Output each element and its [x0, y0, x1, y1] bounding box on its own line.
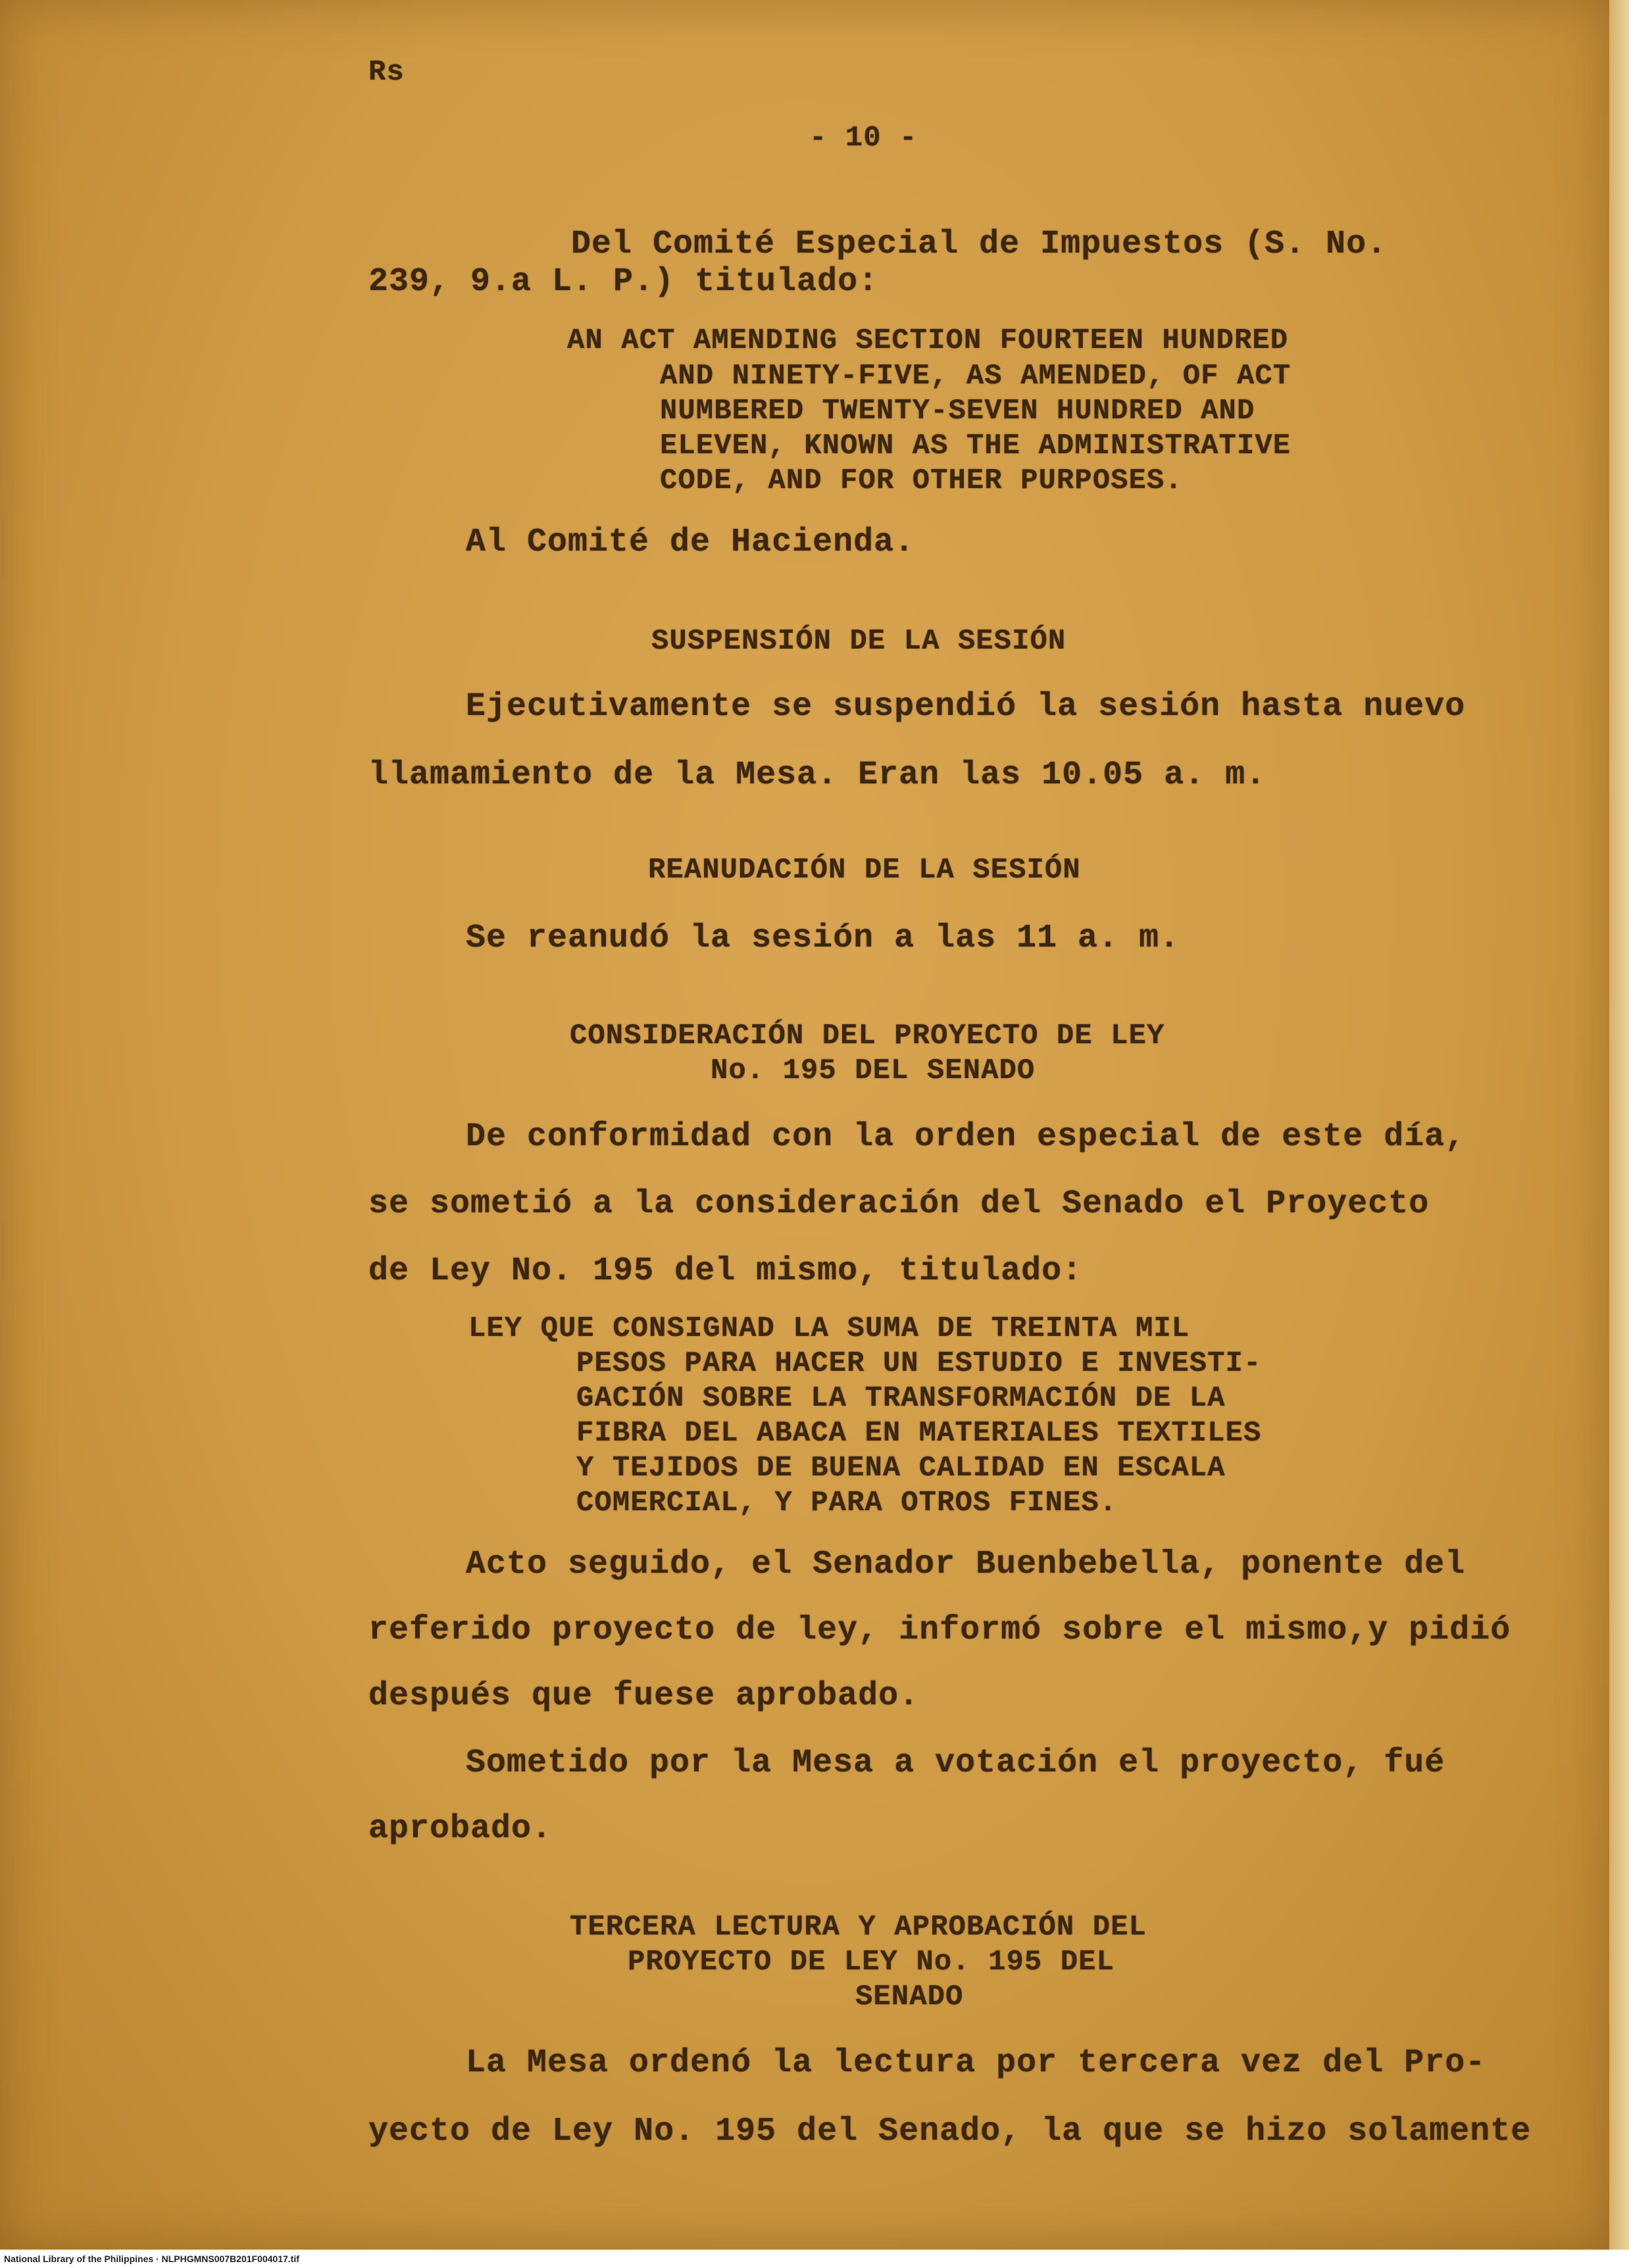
section-heading: TERCERA LECTURA Y APROBACIÓN DEL [570, 1911, 1147, 1944]
paragraph-line: llamamiento de la Mesa. Eran las 10.05 a. m. [368, 756, 1266, 794]
paragraph-line: se sometió a la consideración del Senado el Proyecto [368, 1185, 1430, 1223]
typist-initials: Rs [368, 56, 405, 89]
paragraph-line: Ejecutivamente se suspendió la sesión hasta nuevo [466, 688, 1466, 726]
section-heading: No. 195 DEL SENADO [711, 1054, 1036, 1087]
paragraph-line: después que fuese aprobado. [368, 1677, 920, 1715]
paragraph-line: Acto seguido, el Senador Buenbebella, ponente del [466, 1546, 1466, 1583]
paragraph-line: aprobado. [368, 1810, 553, 1848]
paragraph-line: Sometido por la Mesa a votación el proyecto, fué [466, 1744, 1445, 1782]
bill-title-line: GACIÓN SOBRE LA TRANSFORMACIÓN DE LA [576, 1382, 1226, 1415]
section-heading: SUSPENSIÓN DE LA SESIÓN [651, 625, 1066, 658]
paragraph-line: de Ley No. 195 del mismo, titulado: [368, 1252, 1083, 1290]
intro-line: Del Comité Especial de Impuestos (S. No. [571, 226, 1388, 263]
bill-title-line: LEY QUE CONSIGNAD LA SUMA DE TREINTA MIL [468, 1312, 1190, 1345]
bill-title-line: AN ACT AMENDING SECTION FOURTEEN HUNDRED [567, 324, 1289, 357]
bill-title-line: ELEVEN, KNOWN AS THE ADMINISTRATIVE [660, 430, 1291, 462]
section-heading: CONSIDERACIÓN DEL PROYECTO DE LEY [570, 1020, 1165, 1052]
paper-edge [1609, 0, 1629, 2250]
page-number: - 10 - [809, 122, 918, 155]
referral-line: Al Comité de Hacienda. [466, 524, 915, 561]
paragraph-line: referido proyecto de ley, informó sobre el mismo,y pidió [368, 1612, 1511, 1649]
bill-title-line: CODE, AND FOR OTHER PURPOSES. [660, 464, 1183, 497]
bill-title-line: NUMBERED TWENTY-SEVEN HUNDRED AND [660, 395, 1255, 428]
paragraph-line: De conformidad con la orden especial de este día, [466, 1118, 1466, 1156]
bill-title-line: COMERCIAL, Y PARA OTROS FINES. [576, 1487, 1118, 1519]
section-heading: SENADO [855, 1981, 964, 2013]
scan-footer [0, 2250, 1629, 2268]
section-heading: REANUDACIÓN DE LA SESIÓN [648, 854, 1081, 887]
paragraph-line: Se reanudó la sesión a las 11 a. m. [466, 920, 1180, 957]
bill-title-line: AND NINETY-FIVE, AS AMENDED, OF ACT [660, 360, 1291, 393]
bill-title-line: PESOS PARA HACER UN ESTUDIO E INVESTI- [576, 1347, 1262, 1380]
paragraph-line: La Mesa ordenó la lectura por tercera vez del Pro- [466, 2044, 1486, 2082]
section-heading: PROYECTO DE LEY No. 195 DEL [628, 1946, 1115, 1979]
intro-line: 239, 9.a L. P.) titulado: [368, 263, 879, 301]
scan-caption: National Library of the Philippines · NLPHGMNS007B201F004017.tif [4, 2254, 299, 2264]
bill-title-line: Y TEJIDOS DE BUENA CALIDAD EN ESCALA [576, 1452, 1226, 1485]
bill-title-line: FIBRA DEL ABACA EN MATERIALES TEXTILES [576, 1417, 1262, 1450]
paragraph-line: yecto de Ley No. 195 del Senado, la que se hizo solamente [368, 2113, 1532, 2150]
